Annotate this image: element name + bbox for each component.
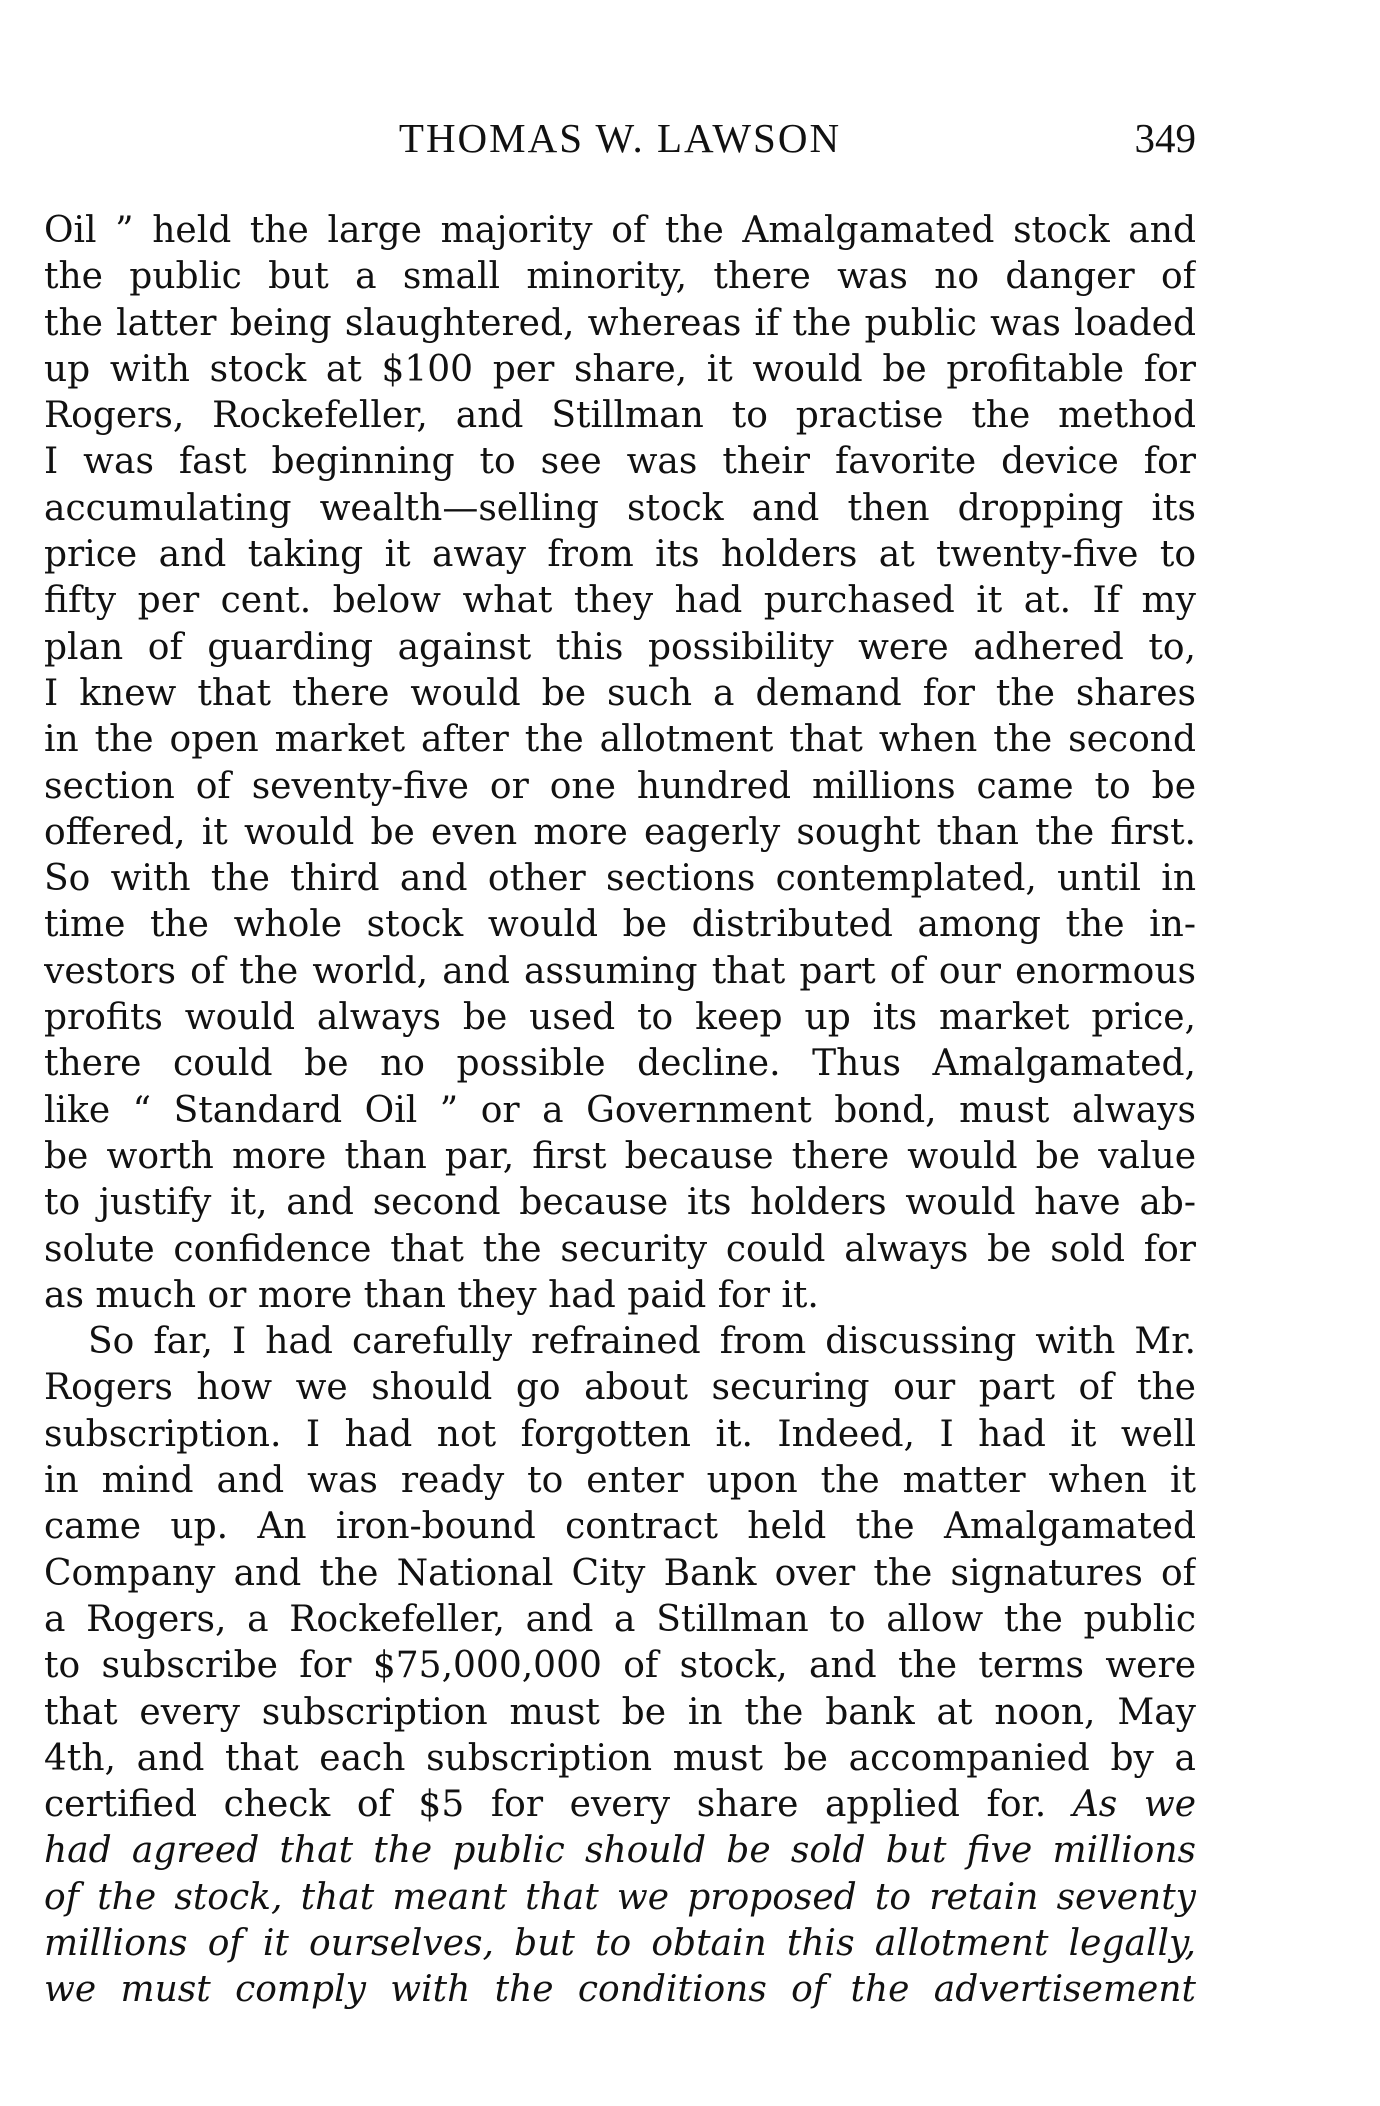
text-line	[44, 1690, 1196, 1736]
text-line-content: Oil ” held the large majority of the Amalgamated stock and	[44, 210, 1196, 251]
text-line	[44, 717, 1196, 763]
text-line	[44, 486, 1196, 532]
text-line	[44, 1643, 1196, 1689]
text-line	[44, 625, 1196, 671]
text-line	[44, 1088, 1196, 1134]
text-line	[44, 1875, 1196, 1921]
text-line	[44, 1551, 1196, 1597]
text-line	[44, 1273, 1196, 1319]
text-line	[44, 1782, 1196, 1828]
text-line	[44, 671, 1196, 717]
text-line	[44, 301, 1196, 347]
text-line-content: of the stock, that meant that we proposed to retain seventy	[44, 1876, 1196, 1918]
text-line-content: the public but a small minority, there was no danger of	[44, 256, 1196, 298]
text-line	[44, 578, 1196, 624]
running-head	[44, 108, 1196, 168]
text-line	[44, 254, 1196, 300]
text-line-content: vestors of the world, and assuming that part of our enormous	[44, 950, 1196, 992]
text-line-content: I was fast beginning to see was their favorite device for	[44, 441, 1196, 483]
text-line-content: like “ Standard Oil ” or a Government bond, must always	[44, 1089, 1196, 1131]
text-line-content: be worth more than par, first because there would be value	[44, 1135, 1196, 1177]
text-line	[44, 1921, 1196, 1967]
text-line	[44, 764, 1196, 810]
text-line	[44, 1041, 1196, 1087]
page-number: 349	[1134, 115, 1196, 161]
text-line-content: solute confidence that the security could always be sold for	[44, 1228, 1196, 1270]
text-line-content: to justify it, and second because its holders would have ab-	[44, 1182, 1196, 1224]
text-line	[44, 1828, 1196, 1874]
text-line-content: up with stock at $100 per share, it would be profitable for	[44, 348, 1196, 390]
text-line-content: Rogers how we should go about securing our part of the	[44, 1367, 1196, 1409]
text-line	[44, 439, 1196, 485]
text-line	[44, 1597, 1196, 1643]
text-line-content: 4th, and that each subscription must be accompanied by a	[44, 1737, 1196, 1779]
text-line-content: accumulating wealth—selling stock and then dropping its	[44, 487, 1196, 529]
text-line	[44, 856, 1196, 902]
text-line	[44, 393, 1196, 439]
text-line-content: millions of it ourselves, but to obtain this allotment legally,	[44, 1922, 1196, 1964]
text-line-content: So with the third and other sections contemplated, until in	[44, 858, 1196, 900]
text-line-content: there could be no possible decline. Thus Amalgamated,	[44, 1043, 1196, 1085]
text-line-content: a Rogers, a Rockefeller, and a Stillman to allow the public	[44, 1598, 1196, 1640]
text-line	[44, 1504, 1196, 1550]
text-line-content: as much or more than they had paid for it.	[44, 1274, 819, 1316]
text-line	[44, 902, 1196, 948]
text-line-content: that every subscription must be in the bank at noon, May	[44, 1691, 1196, 1733]
body-text	[44, 208, 1196, 2014]
text-line	[44, 1134, 1196, 1180]
text-line-content: Company and the National City Bank over the signatures of	[44, 1552, 1196, 1594]
text-line	[44, 208, 1196, 254]
text-line-content: So far, I had carefully refrained from discussing with Mr.	[88, 1321, 1196, 1363]
text-line	[44, 810, 1196, 856]
text-line	[44, 1319, 1196, 1365]
text-line	[44, 532, 1196, 578]
text-line-content: we must comply with the conditions of the advertisement	[44, 1969, 1196, 2011]
text-line-content: I knew that there would be such a demand for the shares	[44, 672, 1196, 714]
text-line	[44, 347, 1196, 393]
text-line	[44, 995, 1196, 1041]
text-line-content: time the whole stock would be distributed among the in-	[44, 904, 1196, 946]
running-title: THOMAS W. LAWSON	[398, 115, 842, 161]
text-line-content: in the open market after the allotment that when the second	[44, 719, 1196, 761]
text-line	[44, 1967, 1196, 2013]
text-line	[44, 1365, 1196, 1411]
text-line	[44, 949, 1196, 995]
text-line-content: came up. An iron-bound contract held the Amalgamated	[44, 1506, 1196, 1548]
text-line-content: Rogers, Rockefeller, and Stillman to practise the method	[44, 395, 1196, 437]
text-line	[44, 1736, 1196, 1782]
text-line-content: price and taking it away from its holders at twenty-five to	[44, 534, 1196, 576]
text-line-content: subscription. I had not forgotten it. Indeed, I had it well	[44, 1413, 1196, 1455]
text-line-italic-tail: As we	[1072, 1784, 1196, 1826]
text-line-content: section of seventy-five or one hundred millions came to be	[44, 765, 1196, 807]
text-line	[44, 1458, 1196, 1504]
text-line-content: profits would always be used to keep up its market price,	[44, 997, 1196, 1039]
text-line-content: certified check of $5 for every share applied for.	[44, 1784, 1047, 1826]
text-line	[44, 1227, 1196, 1273]
text-line-content: offered, it would be even more eagerly sought than the first.	[44, 811, 1196, 853]
text-line-content: in mind and was ready to enter upon the matter when it	[44, 1460, 1196, 1502]
text-line-content: plan of guarding against this possibility were adhered to,	[44, 626, 1196, 668]
text-line-content: had agreed that the public should be sold but five millions	[44, 1830, 1196, 1872]
text-line-content: the latter being slaughtered, whereas if the public was loaded	[44, 302, 1196, 344]
text-line-content: fifty per cent. below what they had purchased it at. If my	[44, 580, 1196, 622]
text-line-content: to subscribe for $75,000,000 of stock, and the terms were	[44, 1645, 1196, 1687]
text-line	[44, 1180, 1196, 1226]
text-line	[44, 1412, 1196, 1458]
